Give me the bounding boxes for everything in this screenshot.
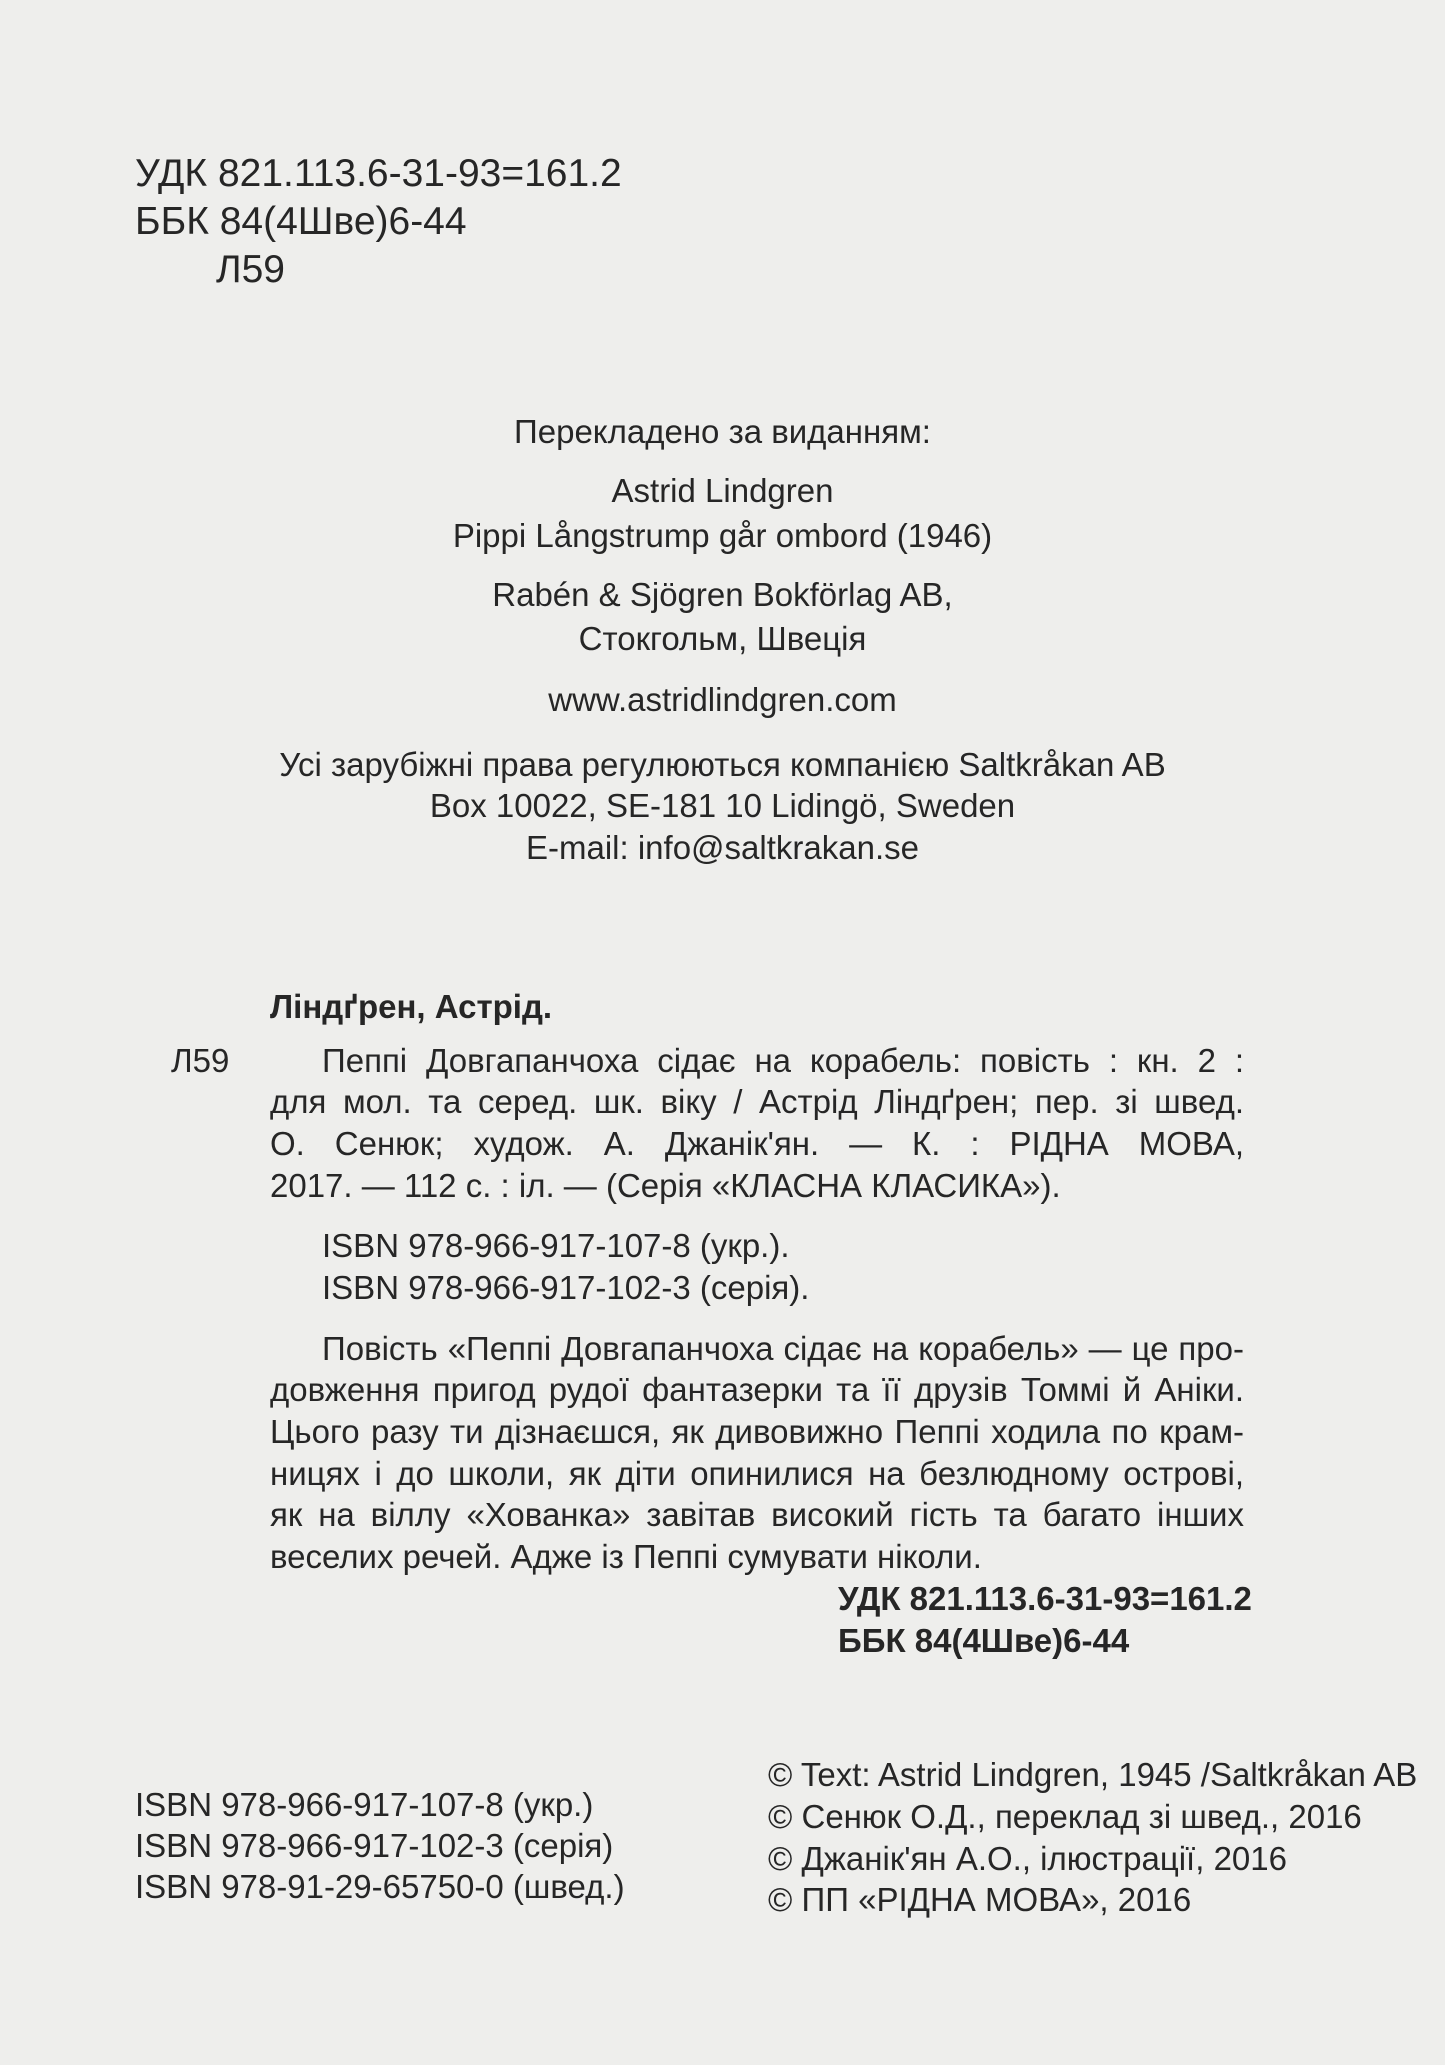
header-author-code: Л59 — [216, 248, 285, 291]
website: www.astridlindgren.com — [548, 681, 897, 718]
annotation-line: Повість «Пеппі Довгапанчоха сідає на корабель» — це про- — [322, 1330, 1244, 1367]
footer-isbn: ISBN 978-91-29-65750-0 (швед.) — [135, 1868, 625, 1905]
original-publisher: Rabén & Sjögren Bokförlag AB, — [492, 576, 953, 613]
catalog-code: Л59 — [171, 1042, 230, 1079]
original-city: Стокгольм, Швеція — [578, 620, 867, 657]
rights-email: E-mail: info@saltkrakan.se — [526, 829, 919, 866]
header-udk: УДК 821.113.6-31-93=161.2 — [135, 152, 622, 195]
annotation-line: ницях і до школи, як діти опинилися на безлюдному острові, — [270, 1455, 1244, 1492]
annotation-line: веселих речей. Адже із Пеппі сумувати ніколи. — [270, 1538, 982, 1575]
translated-from-label: Перекладено за виданням: — [514, 413, 931, 450]
footer-isbn: ISBN 978-966-917-102-3 (серія) — [135, 1827, 614, 1864]
catalog-description-line: О. Сенюк; худож. А. Джанік'ян. — К. : РІДНА МОВА, — [270, 1125, 1244, 1162]
original-author: Astrid Lindgren — [611, 472, 834, 509]
rights-notice: Усі зарубіжні права регулюються компанією Saltkråkan AB — [279, 746, 1166, 783]
catalog-isbn: ISBN 978-966-917-107-8 (укр.). — [322, 1227, 790, 1264]
footer-isbn: ISBN 978-966-917-107-8 (укр.) — [135, 1786, 594, 1823]
copyright-line: © Сенюк О.Д., переклад зі швед., 2016 — [768, 1798, 1362, 1835]
catalog-bbk: ББК 84(4Шве)6-44 — [838, 1622, 1130, 1659]
catalog-description-line: Пеппі Довгапанчоха сідає на корабель: повість : кн. 2 : — [322, 1042, 1244, 1079]
catalog-isbn: ISBN 978-966-917-102-3 (серія). — [322, 1269, 810, 1306]
annotation-line: як на віллу «Хованка» завітав високий гість та багато інших — [270, 1496, 1244, 1533]
copyright-line: © ПП «РІДНА МОВА», 2016 — [768, 1881, 1192, 1918]
catalog-description-line: 2017. — 112 с. : іл. — (Серія «КЛАСНА КЛАСИКА»). — [270, 1167, 1061, 1204]
annotation-line: Цього разу ти дізнаєшся, як дивовижно Пеппі ходила по крам- — [270, 1413, 1244, 1450]
rights-address: Box 10022, SE-181 10 Lidingö, Sweden — [429, 787, 1016, 824]
original-title: Pippi Långstrump går ombord (1946) — [452, 517, 993, 554]
header-bbk: ББК 84(4Шве)6-44 — [135, 200, 467, 243]
copyright-line: © Text: Astrid Lindgren, 1945 /Saltkråkan AB — [768, 1756, 1418, 1793]
copyright-line: © Джанік'ян А.О., ілюстрації, 2016 — [768, 1840, 1287, 1877]
catalog-author-heading: Ліндґрен, Астрід. — [270, 988, 553, 1025]
annotation-line: довження пригод рудої фантазерки та її друзів Томмі й Аніки. — [270, 1371, 1244, 1408]
catalog-description-line: для мол. та серед. шк. віку / Астрід Ліндґрен; пер. зі швед. — [270, 1083, 1244, 1120]
catalog-udk: УДК 821.113.6-31-93=161.2 — [838, 1580, 1252, 1617]
